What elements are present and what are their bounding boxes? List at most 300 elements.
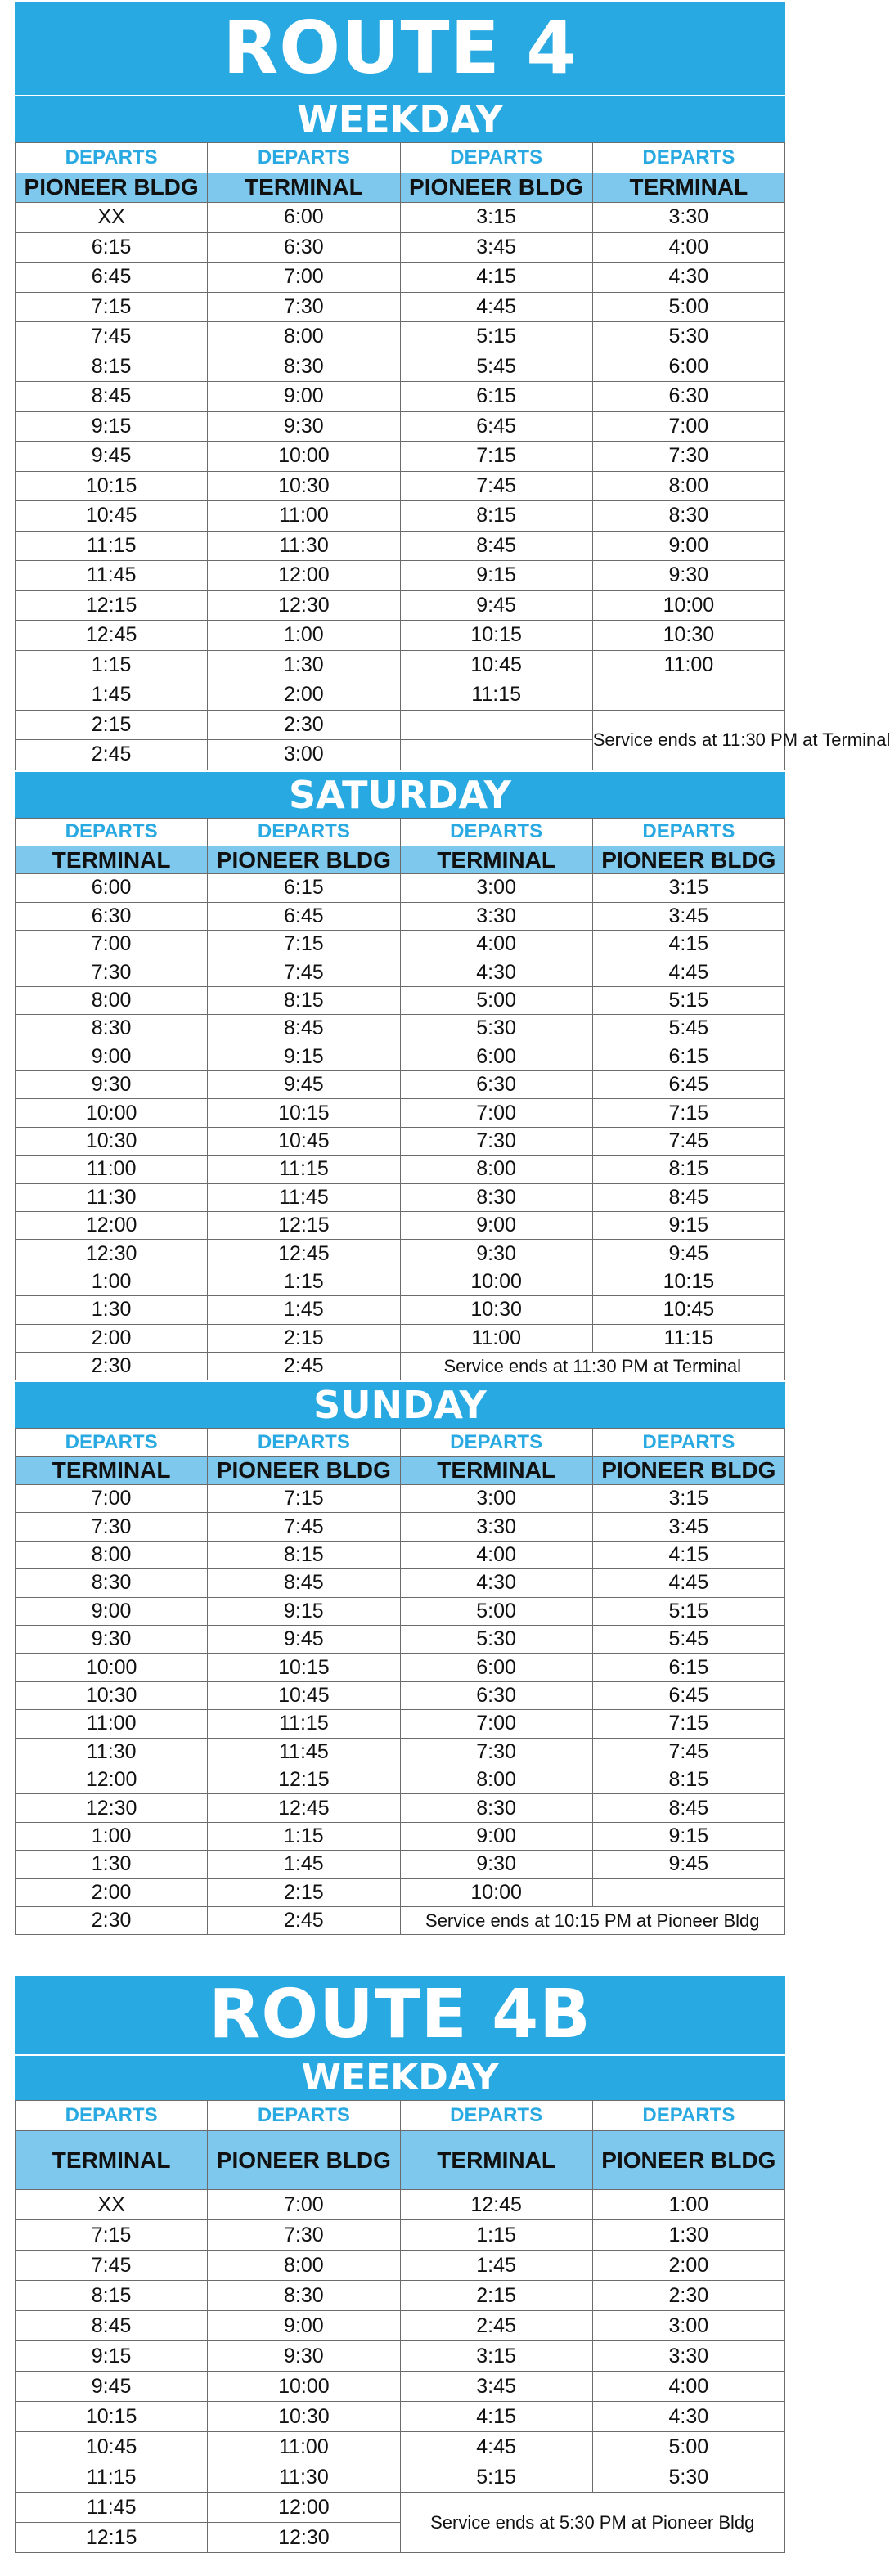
- section-title-sunday: SUNDAY: [15, 1380, 785, 1428]
- time-cell: 10:45: [208, 1127, 400, 1155]
- time-cell: 5:00: [400, 1597, 592, 1625]
- table-row: [16, 1296, 785, 1324]
- time-cell: 8:30: [16, 1569, 208, 1597]
- time-cell: 11:00: [592, 650, 784, 680]
- time-cell: 10:30: [400, 1296, 592, 1324]
- time-cell: 9:15: [208, 1597, 400, 1625]
- time-cell: 11:15: [592, 1324, 784, 1352]
- time-cell: 6:30: [16, 902, 208, 930]
- time-cell: 11:15: [400, 680, 592, 711]
- time-cell: 10:30: [16, 1681, 208, 1709]
- table-row: [16, 2432, 785, 2462]
- time-cell: 6:45: [400, 411, 592, 442]
- time-cell: 12:30: [208, 590, 400, 621]
- time-cell: 7:30: [400, 1127, 592, 1155]
- table-row: [16, 1794, 785, 1822]
- table-row: [16, 2462, 785, 2493]
- time-cell: 10:00: [16, 1654, 208, 1681]
- time-cell: 2:00: [208, 680, 400, 711]
- time-cell: 12:00: [208, 2493, 400, 2523]
- time-cell: 9:15: [592, 1822, 784, 1850]
- time-cell: 2:15: [400, 2281, 592, 2311]
- time-cell: 11:15: [208, 1156, 400, 1183]
- service-end-note: Service ends at 5:30 PM at Pioneer Bldg: [400, 2493, 785, 2553]
- time-cell: 8:45: [592, 1794, 784, 1822]
- departs-row: [16, 143, 785, 173]
- time-cell: 3:45: [400, 232, 592, 263]
- route-4b: [15, 1976, 785, 2553]
- table-row: [16, 352, 785, 382]
- stop-name-header: TERMINAL: [16, 2131, 208, 2190]
- time-cell: 8:00: [16, 1541, 208, 1568]
- time-cell: 5:45: [400, 352, 592, 382]
- route-title: ROUTE 4B: [15, 1976, 785, 2054]
- time-cell: 3:30: [592, 2341, 784, 2372]
- time-cell: 11:15: [16, 2462, 208, 2493]
- time-cell: 9:15: [208, 1043, 400, 1070]
- time-cell: 2:00: [16, 1324, 208, 1352]
- time-cell: 2:15: [16, 710, 208, 740]
- time-cell: 11:45: [16, 2493, 208, 2523]
- table-row: [16, 2372, 785, 2402]
- time-cell: 6:00: [208, 203, 400, 233]
- time-cell: 10:15: [16, 2402, 208, 2432]
- table-row: [16, 1127, 785, 1155]
- time-cell: 8:30: [208, 2281, 400, 2311]
- table-row: [16, 531, 785, 561]
- time-cell: 7:15: [16, 2220, 208, 2251]
- stop-name-header: PIONEER BLDG: [592, 2131, 784, 2190]
- section-title-saturday: SATURDAY: [15, 770, 785, 818]
- time-cell: 1:00: [16, 1268, 208, 1295]
- time-cell: 6:45: [592, 1681, 784, 1709]
- time-cell: 10:30: [208, 471, 400, 501]
- time-cell: 10:00: [400, 1878, 592, 1906]
- departs-label: DEPARTS: [400, 1429, 592, 1456]
- time-cell: 9:00: [208, 382, 400, 412]
- stop-name-header: TERMINAL: [400, 1456, 592, 1484]
- time-cell: 12:15: [16, 590, 208, 621]
- time-cell: 8:15: [16, 2281, 208, 2311]
- time-cell: 7:30: [208, 292, 400, 322]
- time-cell: 8:15: [592, 1766, 784, 1794]
- time-cell: 3:00: [400, 874, 592, 902]
- time-cell: 3:45: [400, 2372, 592, 2402]
- time-cell: 8:00: [208, 322, 400, 352]
- time-cell: 11:15: [16, 531, 208, 561]
- stop-header-row: [16, 1456, 785, 1484]
- time-cell: 3:30: [592, 203, 784, 233]
- stop-name-header: PIONEER BLDG: [400, 173, 592, 203]
- departs-row: [16, 2101, 785, 2131]
- time-cell: 2:30: [208, 710, 400, 740]
- schedule-table-weekday: [15, 142, 890, 770]
- time-cell: 7:00: [400, 1099, 592, 1127]
- time-cell: 9:15: [400, 561, 592, 591]
- time-cell: 11:00: [400, 1324, 592, 1352]
- time-cell: 9:30: [208, 2341, 400, 2372]
- time-cell: 8:45: [208, 1569, 400, 1597]
- time-cell: 6:15: [400, 382, 592, 412]
- table-row: [16, 1268, 785, 1295]
- time-cell: 5:30: [400, 1015, 592, 1043]
- time-cell: 9:00: [400, 1211, 592, 1239]
- table-row: [16, 958, 785, 986]
- table-row: [16, 1822, 785, 1850]
- time-cell: 8:45: [208, 1015, 400, 1043]
- time-cell: 5:30: [592, 2462, 784, 2493]
- table-row: [16, 2190, 785, 2220]
- table-row: [16, 1597, 785, 1625]
- time-cell: 12:45: [208, 1794, 400, 1822]
- table-row: [16, 680, 785, 711]
- time-cell: 9:30: [208, 411, 400, 442]
- time-cell: 7:00: [400, 1710, 592, 1738]
- time-cell: 1:00: [16, 1822, 208, 1850]
- time-cell: 7:15: [592, 1099, 784, 1127]
- table-row: [16, 590, 785, 621]
- time-cell: 7:00: [208, 263, 400, 293]
- time-cell: 6:15: [208, 874, 400, 902]
- table-row: [16, 1183, 785, 1211]
- table-row: [16, 710, 785, 740]
- stop-header-row: [16, 173, 785, 203]
- time-cell: 11:30: [208, 2462, 400, 2493]
- time-cell: 11:45: [208, 1183, 400, 1211]
- stop-name-header: TERMINAL: [16, 1456, 208, 1484]
- time-cell: 6:45: [208, 902, 400, 930]
- time-cell: 8:45: [16, 2311, 208, 2341]
- time-cell: 11:30: [16, 1183, 208, 1211]
- time-cell: 2:30: [592, 2281, 784, 2311]
- departs-label: DEPARTS: [208, 1429, 400, 1456]
- time-cell: 6:15: [592, 1043, 784, 1070]
- time-cell: 5:30: [592, 322, 784, 352]
- table-row: [16, 1352, 785, 1380]
- table-row: [16, 1626, 785, 1654]
- time-cell: 7:30: [592, 442, 784, 472]
- time-cell: 4:00: [400, 931, 592, 958]
- time-cell: 1:00: [208, 621, 400, 651]
- time-cell: 4:15: [400, 263, 592, 293]
- time-cell: 2:15: [208, 1878, 400, 1906]
- table-row: [16, 1906, 785, 1934]
- table-row: [16, 471, 785, 501]
- time-cell: 7:15: [16, 292, 208, 322]
- time-cell: 10:00: [208, 2372, 400, 2402]
- departs-label: DEPARTS: [592, 818, 784, 846]
- table-row: [16, 874, 785, 902]
- time-cell: 2:30: [16, 1352, 208, 1380]
- time-cell: 6:00: [400, 1043, 592, 1070]
- route-4: [15, 2, 890, 1935]
- service-end-note: Service ends at 11:30 PM at Terminal: [592, 710, 784, 770]
- time-cell: 10:30: [592, 621, 784, 651]
- table-row: [16, 1211, 785, 1239]
- table-row: [16, 1569, 785, 1597]
- table-row: [16, 621, 785, 651]
- time-cell: 11:30: [16, 1738, 208, 1766]
- time-cell: 3:15: [592, 1485, 784, 1513]
- time-cell: 8:00: [208, 2251, 400, 2281]
- time-cell: 9:45: [208, 1626, 400, 1654]
- departs-label: DEPARTS: [400, 818, 592, 846]
- time-cell: 6:00: [16, 874, 208, 902]
- time-cell: 11:00: [208, 2432, 400, 2462]
- time-cell: 8:00: [400, 1766, 592, 1794]
- time-cell: 4:30: [592, 2402, 784, 2432]
- time-cell: 2:45: [400, 2311, 592, 2341]
- time-cell: 12:15: [208, 1211, 400, 1239]
- departs-label: DEPARTS: [400, 143, 592, 173]
- time-cell: 2:15: [208, 1324, 400, 1352]
- time-cell: 11:15: [208, 1710, 400, 1738]
- departs-label: DEPARTS: [592, 2101, 784, 2131]
- table-row: [16, 902, 785, 930]
- time-cell: 6:00: [592, 352, 784, 382]
- time-cell: 9:45: [592, 1240, 784, 1268]
- table-row: [16, 1324, 785, 1352]
- time-cell: 10:45: [592, 1296, 784, 1324]
- time-cell: 6:45: [16, 263, 208, 293]
- section-title-weekday: WEEKDAY: [15, 95, 785, 142]
- time-cell: 10:45: [400, 650, 592, 680]
- departs-label: DEPARTS: [16, 2101, 208, 2131]
- time-cell: 2:00: [592, 2251, 784, 2281]
- table-row: [16, 2251, 785, 2281]
- time-cell: 8:30: [16, 1015, 208, 1043]
- time-cell: 7:00: [592, 411, 784, 442]
- table-row: [16, 263, 785, 293]
- time-cell: 9:15: [16, 411, 208, 442]
- stop-name-header: TERMINAL: [400, 846, 592, 873]
- stop-name-header: TERMINAL: [592, 173, 784, 203]
- table-row: [16, 322, 785, 352]
- time-cell: 3:00: [400, 1485, 592, 1513]
- table-row: [16, 1156, 785, 1183]
- time-cell: 7:15: [208, 931, 400, 958]
- time-cell: 4:15: [400, 2402, 592, 2432]
- time-cell: 6:30: [400, 1071, 592, 1099]
- time-cell: 9:15: [16, 2341, 208, 2372]
- time-cell: 3:30: [400, 902, 592, 930]
- time-cell: 7:45: [16, 322, 208, 352]
- time-cell: 1:30: [592, 2220, 784, 2251]
- section-title-weekday: WEEKDAY: [15, 2054, 785, 2100]
- time-cell: 10:15: [208, 1654, 400, 1681]
- table-row: [16, 382, 785, 412]
- table-row: [16, 1015, 785, 1043]
- table-row: [16, 561, 785, 591]
- time-cell: 6:30: [400, 1681, 592, 1709]
- time-cell: 1:30: [16, 1851, 208, 1878]
- time-cell: 10:00: [208, 442, 400, 472]
- time-cell: 12:45: [16, 621, 208, 651]
- time-cell: 5:15: [400, 2462, 592, 2493]
- time-cell: 8:15: [208, 1541, 400, 1568]
- time-cell: [592, 680, 784, 711]
- time-cell: 9:30: [592, 561, 784, 591]
- time-cell: 12:00: [16, 1211, 208, 1239]
- time-cell: 10:15: [16, 471, 208, 501]
- time-cell: 3:45: [592, 902, 784, 930]
- time-cell: 7:30: [16, 958, 208, 986]
- time-cell: 5:45: [592, 1015, 784, 1043]
- time-cell: 12:45: [400, 2190, 592, 2220]
- service-end-note: Service ends at 11:30 PM at Terminal: [400, 1352, 785, 1380]
- table-row: [16, 2311, 785, 2341]
- time-cell: 5:30: [400, 1626, 592, 1654]
- stop-header-row: [16, 2131, 785, 2190]
- stop-name-header: PIONEER BLDG: [16, 173, 208, 203]
- time-cell: 7:30: [16, 1513, 208, 1541]
- time-cell: 4:00: [592, 232, 784, 263]
- time-cell: 12:30: [16, 1794, 208, 1822]
- time-cell: 12:30: [208, 2523, 400, 2553]
- time-cell: XX: [16, 203, 208, 233]
- time-cell: 7:45: [208, 1513, 400, 1541]
- table-row: [16, 1738, 785, 1766]
- time-cell: 1:30: [16, 1296, 208, 1324]
- stop-header-row: [16, 846, 785, 873]
- time-cell: 7:30: [208, 2220, 400, 2251]
- time-cell: [400, 710, 592, 740]
- time-cell: 2:45: [208, 1906, 400, 1934]
- time-cell: 8:15: [16, 352, 208, 382]
- time-cell: 12:15: [208, 1766, 400, 1794]
- stop-name-header: PIONEER BLDG: [208, 1456, 400, 1484]
- time-cell: 7:00: [208, 2190, 400, 2220]
- table-row: [16, 501, 785, 532]
- departs-label: DEPARTS: [208, 2101, 400, 2131]
- time-cell: 8:00: [400, 1156, 592, 1183]
- table-row: [16, 2220, 785, 2251]
- time-cell: 4:45: [400, 2432, 592, 2462]
- time-cell: 8:15: [400, 501, 592, 532]
- departs-label: DEPARTS: [400, 2101, 592, 2131]
- time-cell: 4:00: [592, 2372, 784, 2402]
- table-row: [16, 650, 785, 680]
- time-cell: 9:00: [400, 1822, 592, 1850]
- schedule-table-sunday: [15, 1428, 785, 1935]
- time-cell: 11:45: [208, 1738, 400, 1766]
- time-cell: [592, 1878, 784, 1906]
- table-row: [16, 1485, 785, 1513]
- stop-name-header: TERMINAL: [208, 173, 400, 203]
- time-cell: 5:15: [592, 986, 784, 1014]
- time-cell: 9:30: [400, 1851, 592, 1878]
- time-cell: 7:15: [592, 1710, 784, 1738]
- table-row: [16, 1099, 785, 1127]
- time-cell: 9:00: [208, 2311, 400, 2341]
- time-cell: 9:45: [592, 1851, 784, 1878]
- time-cell: 10:45: [16, 501, 208, 532]
- time-cell: 11:00: [16, 1156, 208, 1183]
- time-cell: 3:45: [592, 1513, 784, 1541]
- time-cell: 9:00: [16, 1043, 208, 1070]
- time-cell: 1:15: [400, 2220, 592, 2251]
- time-cell: 2:30: [16, 1906, 208, 1934]
- table-row: [16, 2493, 785, 2523]
- time-cell: 10:15: [400, 621, 592, 651]
- time-cell: 12:30: [16, 1240, 208, 1268]
- time-cell: 8:45: [400, 531, 592, 561]
- time-cell: 11:30: [208, 531, 400, 561]
- time-cell: 5:45: [592, 1626, 784, 1654]
- time-cell: 7:45: [16, 2251, 208, 2281]
- time-cell: XX: [16, 2190, 208, 2220]
- stop-name-header: PIONEER BLDG: [208, 846, 400, 873]
- time-cell: 2:45: [16, 740, 208, 770]
- time-cell: 7:45: [208, 958, 400, 986]
- time-cell: 8:30: [208, 352, 400, 382]
- time-cell: 8:30: [400, 1183, 592, 1211]
- time-cell: 3:30: [400, 1513, 592, 1541]
- time-cell: 10:15: [208, 1099, 400, 1127]
- time-cell: 9:45: [208, 1071, 400, 1099]
- route-title: ROUTE 4: [15, 2, 785, 95]
- table-row: [16, 1513, 785, 1541]
- time-cell: 11:45: [16, 561, 208, 591]
- schedule-table-4b-weekday: [15, 2100, 785, 2553]
- table-row: [16, 2341, 785, 2372]
- time-cell: 1:45: [400, 2251, 592, 2281]
- schedule-table-saturday: [15, 818, 785, 1381]
- time-cell: 9:30: [400, 1240, 592, 1268]
- time-cell: 8:00: [592, 471, 784, 501]
- time-cell: 12:00: [208, 561, 400, 591]
- table-row: [16, 1710, 785, 1738]
- time-cell: 10:30: [208, 2402, 400, 2432]
- table-row: [16, 2402, 785, 2432]
- time-cell: 4:30: [592, 263, 784, 293]
- time-cell: 10:00: [16, 1099, 208, 1127]
- time-cell: 5:15: [400, 322, 592, 352]
- time-cell: 6:45: [592, 1071, 784, 1099]
- time-cell: 12:00: [16, 1766, 208, 1794]
- time-cell: 2:45: [208, 1352, 400, 1380]
- time-cell: 9:15: [592, 1211, 784, 1239]
- time-cell: 9:30: [16, 1626, 208, 1654]
- departs-label: DEPARTS: [208, 818, 400, 846]
- time-cell: 9:30: [16, 1071, 208, 1099]
- time-cell: 9:45: [16, 442, 208, 472]
- departs-row: [16, 818, 785, 846]
- time-cell: 6:15: [16, 232, 208, 263]
- time-cell: 6:15: [592, 1654, 784, 1681]
- table-row: [16, 986, 785, 1014]
- time-cell: 5:00: [400, 986, 592, 1014]
- stop-name-header: PIONEER BLDG: [592, 1456, 784, 1484]
- time-cell: 4:30: [400, 1569, 592, 1597]
- time-cell: 8:15: [592, 1156, 784, 1183]
- time-cell: 3:15: [400, 203, 592, 233]
- time-cell: 1:45: [208, 1296, 400, 1324]
- table-row: [16, 1766, 785, 1794]
- time-cell: 6:30: [208, 232, 400, 263]
- time-cell: 11:00: [208, 501, 400, 532]
- time-cell: 10:15: [592, 1268, 784, 1295]
- time-cell: 7:15: [208, 1485, 400, 1513]
- time-cell: 1:15: [16, 650, 208, 680]
- time-cell: 11:00: [16, 1710, 208, 1738]
- table-row: [16, 411, 785, 442]
- time-cell: 4:15: [592, 1541, 784, 1568]
- time-cell: 4:15: [592, 931, 784, 958]
- table-row: [16, 442, 785, 472]
- time-cell: 4:45: [592, 958, 784, 986]
- time-cell: 8:30: [592, 501, 784, 532]
